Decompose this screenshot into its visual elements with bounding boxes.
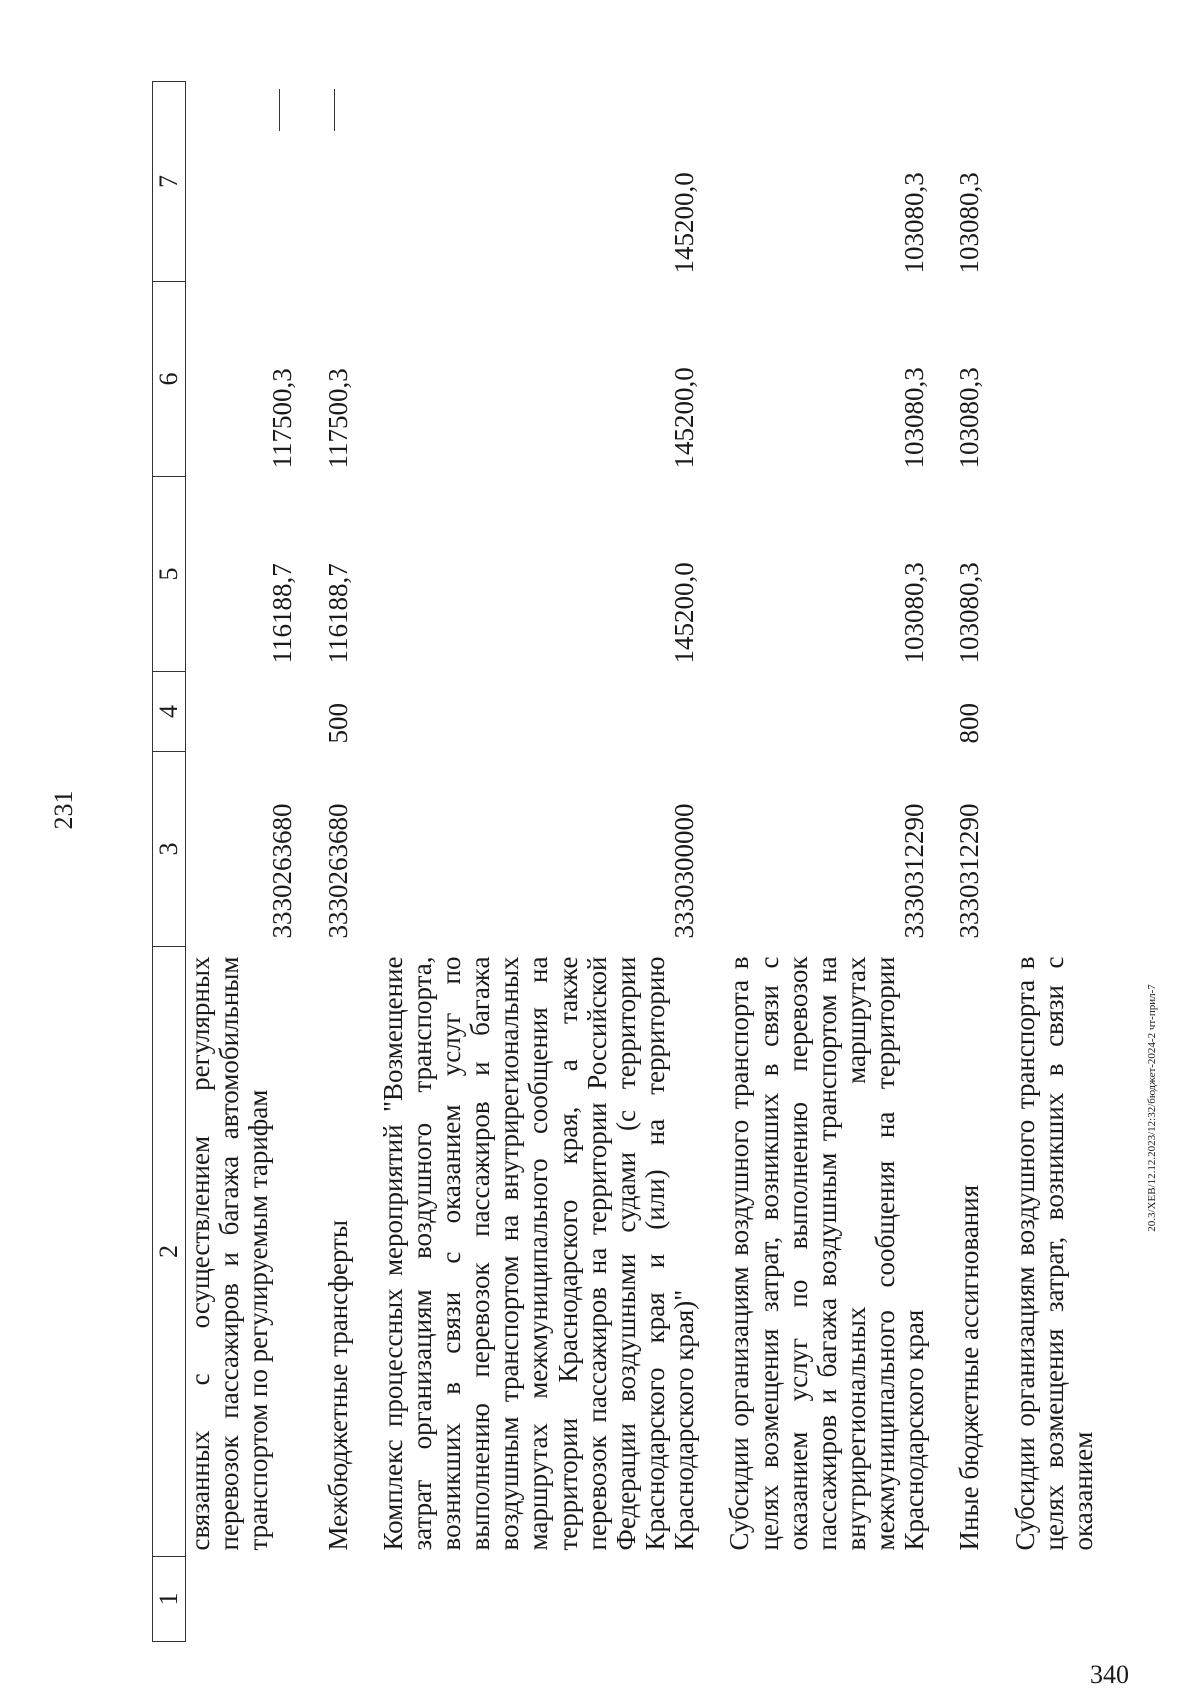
- sheet-number: 340: [1090, 1660, 1129, 1689]
- header-col-2: 2: [153, 947, 186, 1557]
- row-value-col6: 103080,3: [954, 367, 985, 469]
- table-row: [324, 82, 353, 1642]
- row-value-col5: 145200,0: [669, 562, 700, 664]
- row-value-col5: [1011, 477, 1098, 672]
- header-col-5: 5: [153, 477, 186, 672]
- table-row: [379, 82, 700, 1642]
- row-name: Комплекс процессных мероприятий "Возмещение затрат организациям воздушного транспорта, возникших в связи с оказанием услуг по выполнению перевозок пассажиров и багажа воздушным транспортом на внутрирегиональных маршрутах межмуниципального сообщения на территории Краснодарского края, а также перевозок пассажиров на территории Российской Федерации воздушными судами (с территории Краснодарского края и (или) на территорию Краснодарского края)": [377, 956, 700, 1551]
- row-value-col5: 103080,3: [954, 562, 985, 664]
- table-row: [955, 82, 984, 1642]
- page-number: 231: [49, 790, 78, 830]
- row-type: 800: [954, 703, 985, 744]
- row-value-col5: 103080,3: [899, 562, 930, 664]
- row-code: [1011, 752, 1098, 947]
- row-value-col5: 116188,7: [322, 563, 353, 664]
- row-code: 3330300000: [669, 803, 700, 939]
- row-type: [1011, 672, 1098, 752]
- header-col-3: 3: [153, 752, 186, 947]
- row-value-col6: [1011, 282, 1098, 477]
- row-value-col7: 145200,0: [669, 172, 700, 274]
- row-name: Субсидии организациям воздушного транспорта в целях возмещения затрат, возникших в связи с оказанием: [1009, 956, 1098, 1551]
- dash-mark: [279, 90, 280, 132]
- header-col-7: 7: [153, 82, 186, 282]
- row-value-col7: 103080,3: [899, 172, 930, 274]
- header-col-1: 1: [153, 1557, 186, 1642]
- row-name: Субсидии организациям воздушного транспорта в целях возмещения затрат, возникших в связи с оказанием услуг по выполнению перевозок пассажиров и багажа воздушным транспортом на внутрирегиональных маршрутах межмуниципального сообщения на территории Краснодарского края: [724, 956, 930, 1551]
- row-code: 3330312290: [899, 803, 930, 939]
- row-value-col7: 103080,3: [954, 172, 985, 274]
- row-name: Иные бюджетные ассигнования: [954, 1184, 985, 1551]
- row-value-col6: 117500,3: [322, 368, 353, 469]
- row-type: [379, 672, 700, 752]
- row-type: [725, 672, 929, 752]
- table-row: [186, 82, 298, 1642]
- row-value-col5: 116188,7: [267, 563, 298, 664]
- row-value-col6: 117500,3: [267, 368, 298, 469]
- row-code: 3330263680: [322, 803, 353, 939]
- row-value-col7: [1011, 82, 1098, 282]
- header-col-6: 6: [153, 282, 186, 477]
- table-row: [1011, 82, 1098, 1642]
- row-value-col6: 103080,3: [899, 367, 930, 469]
- table-row: [725, 82, 929, 1642]
- row-code: 3330263680: [267, 803, 298, 939]
- header-col-4: 4: [153, 672, 186, 752]
- row-name: Межбюджетные трансферты: [322, 1219, 353, 1551]
- dash-mark: [334, 90, 335, 132]
- row-name: связанных с осуществлением регулярных перевозок пассажиров и багажа автомобильным транспортом по регулируемым тарифам: [185, 956, 274, 1551]
- footer-code: 20.3/ХЕВ/12.12.2023/12:32/бюджет-2024-2 чт-прил-7: [1146, 984, 1158, 1232]
- budget-table-wrapper: [152, 82, 1098, 1642]
- row-code: 3330312290: [954, 803, 985, 939]
- row-type: 500: [322, 703, 353, 744]
- row-type: [186, 672, 298, 752]
- header-row: [153, 82, 186, 1642]
- budget-table: [152, 81, 1098, 1642]
- row-value-col6: 145200,0: [669, 367, 700, 469]
